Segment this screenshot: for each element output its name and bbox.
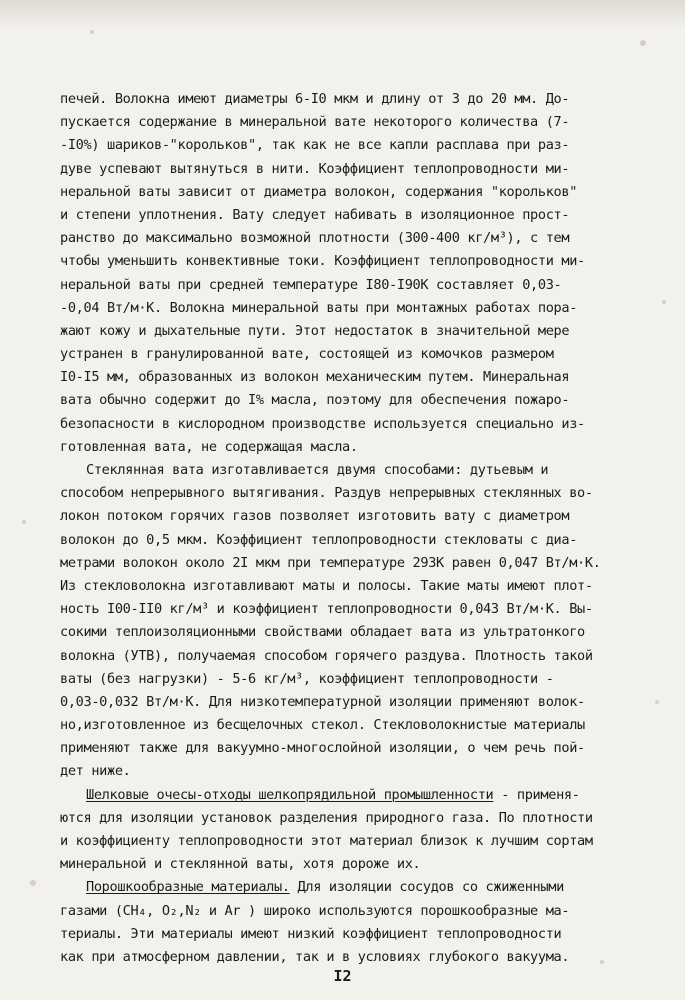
text-line: неральной ваты зависит от диаметра волокон, содержания "корольков" <box>60 183 578 200</box>
text-line: и коэффициенту теплопроводности этот материал близок к лучшим сортам <box>60 833 593 849</box>
text-line: способом непрерывного вытягивания. Раздув непрерывных стеклянных во- <box>60 485 593 502</box>
scan-speck <box>30 880 36 886</box>
text-line: ются для изоляции установок разделения природного газа. По плотности <box>60 809 593 826</box>
scan-edge-shadow <box>0 0 685 30</box>
text-line: 0,03-0,032 Вт/м·К. Для низкотемпературной изоляции применяют волок- <box>60 693 585 710</box>
text-line: неральной ваты при средней температуре I80-I90К составляет 0,03- <box>60 276 562 293</box>
text-line: устранен в гранулированной вате, состоящей из комочков размером <box>60 346 554 363</box>
text-line: I0-I5 мм, образованных из волокон механическим путем. Минеральная <box>60 369 570 386</box>
body-text <box>60 88 655 969</box>
text-line: готовленная вата, не содержащая масла. <box>60 438 358 455</box>
text-line: локон потоком горячих газов позволяет изготовить вату с диаметром <box>60 508 570 525</box>
text-line: ранство до максимально возможной плотности (300-400 кг/м³), с тем <box>60 230 570 247</box>
text-line: применяют также для вакуумно-многослойной изоляции, о чем речь пой- <box>60 740 585 757</box>
scan-speck <box>22 520 26 524</box>
text-line: минеральной и стеклянной ваты, хотя дороже их. <box>60 856 421 873</box>
text-line: безопасности в кислородном производстве используется специально из- <box>60 415 585 432</box>
text-line: териалы. Эти материалы имеют низкий коэффициент теплопроводности <box>60 925 562 942</box>
scan-speck <box>662 300 666 304</box>
scan-speck <box>640 40 646 46</box>
text-line: дуве успевают вытянуться в нити. Коэффициент теплопроводности ми- <box>60 160 570 177</box>
text-line: ность I00-II0 кг/м³ и коэффициент теплопроводности 0,043 Вт/м·К. Вы- <box>60 601 593 618</box>
text-line: Порошкообразные материалы. Для изоляции сосудов со сжиженными <box>86 879 564 896</box>
underlined-term: Шелковые очесы-отходы шелкопрядильной промышленности <box>86 786 494 803</box>
text-line: дет ниже. <box>60 763 131 780</box>
text-line: сокими теплоизоляционными свойствами обладает вата из ультратонкого <box>60 624 585 641</box>
text-line: газами (CH₄, O₂,N₂ и Ar ) широко используются порошкообразные ма- <box>60 902 570 919</box>
text-line: жают кожу и дыхательные пути. Этот недостаток в значительной мере <box>60 322 570 339</box>
scan-speck <box>655 700 659 704</box>
text-line: но,изготовленное из бесщелочных стекол. Стекловолокнистые материалы <box>60 717 585 734</box>
text-line: метрами волокон около 2I мкм при температуре 293К равен 0,047 Вт/м·К. <box>60 554 601 571</box>
text-line: Шелковые очесы-отходы шелкопрядильной промышленности - применя- <box>86 786 580 803</box>
text-line: чтобы уменьшить конвективные токи. Коэффициент теплопроводности ми- <box>60 253 585 270</box>
text-line: ваты (без нагрузки) - 5-6 кг/м³, коэффициент теплопроводности - <box>60 670 554 687</box>
text-line: и степени уплотнения. Вату следует набивать в изоляционное прост- <box>60 206 570 223</box>
text-line: печей. Волокна имеют диаметры 6-I0 мкм и длину от 3 до 20 мм. До- <box>60 91 570 107</box>
text-line: волокон до 0,5 мкм. Коэффициент теплопроводности стекловаты с диа- <box>60 531 578 548</box>
text-line: волокна (УТВ), получаемая способом горячего раздува. Плотность такой <box>60 647 593 664</box>
page-number: I2 <box>333 967 352 985</box>
text-line: как при атмосферном давлении, так и в условиях глубокого вакуума. <box>60 948 570 965</box>
text-line: вата обычно содержит до I% масла, поэтому для обеспечения пожаро- <box>60 392 570 409</box>
scan-speck <box>90 30 94 34</box>
text-line: Стеклянная вата изготавливается двумя способами: дутьевым и <box>86 462 549 478</box>
text-line: Из стекловолокна изготавливают маты и полосы. Такие маты имеют плот- <box>60 577 593 594</box>
text-line: -I0%) шариков-"корольков", так как не все капли расплава при раз- <box>60 137 570 154</box>
underlined-term: Порошкообразные материалы. <box>86 879 290 896</box>
text-line: пускается содержание в минеральной вате некоторого количества (7- <box>60 114 570 131</box>
scan-speck <box>600 960 604 964</box>
text-line: -0,04 Вт/м·К. Волокна минеральной ваты при монтажных работах пора- <box>60 299 578 316</box>
